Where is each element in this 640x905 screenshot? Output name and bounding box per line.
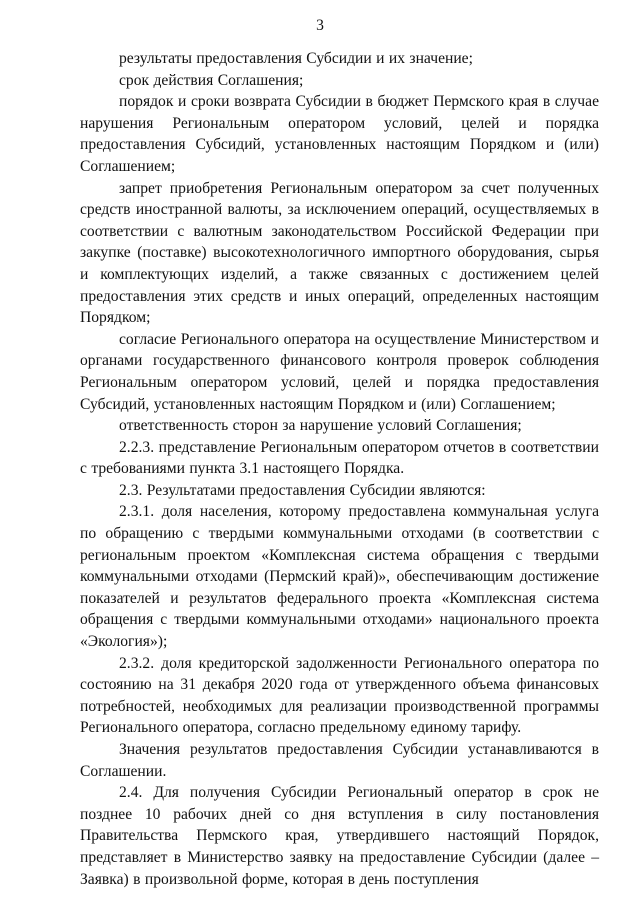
page-number: 3 (316, 17, 324, 34)
paragraph-refund-procedure: порядок и сроки возврата Субсидии в бюджет Пермского края в случае нарушения Региональным оператором условий, целей и порядка предоставления Субсидий, установленных настоящим Порядком и (или) Соглашением; (80, 93, 599, 175)
document-body (80, 48, 599, 890)
paragraph-2-2-3: 2.2.3. представление Региональным оператором отчетов в соответствии с требованиями пункта 3.1 настоящего Порядка. (80, 438, 599, 478)
paragraph-2-3: 2.3. Результатами предоставления Субсидии являются: (119, 481, 486, 499)
paragraph-2-3-2: 2.3.2. доля кредиторской задолженности Регионального оператора по состоянию на 31 декабря 2020 года от утвержденного объема финансовых потребностей, необходимых для реализации производственной программы Регионального оператора, согласно предельному единому тарифу. (80, 654, 599, 737)
paragraph-inspection-consent: согласие Регионального оператора на осуществление Министерством и органами государственного финансового контроля проверок соблюдения Региональным оператором условий, целей и порядка предоставления Субсидий, установленных настоящим Порядком и (или) Соглашением; (80, 330, 599, 413)
paragraph-results-and-values: результаты предоставления Субсидии и их значение; (119, 50, 473, 67)
paragraph-2-3-1: 2.3.1. доля населения, которому предоставлена коммунальная услуга по обращению с твердыми коммунальными отходами (в соответствии с региональным проектом «Комплексная система обращения с твердыми коммунальными отходами (Пермский край)», обеспечивающим достижение показателей и результатов федерального проекта «Комплексная система обращения с твердыми коммунальными отходами» национального проекта «Экология»); (80, 503, 599, 651)
paragraph-liability: ответственность сторон за нарушение условий Соглашения; (119, 417, 522, 435)
paragraph-2-4: 2.4. Для получения Субсидии Региональный оператор в срок не позднее 10 рабочих дней со дня вступления в силу постановления Правительства Пермского края, утвердившего настоящий Порядок, представляет в Министерство заявку на предоставление Субсидии (далее – Заявка) в произвольной форме, которая в день поступления (80, 784, 599, 888)
paragraph-agreement-term: срок действия Соглашения; (119, 71, 304, 89)
paragraph-currency-prohibition: запрет приобретения Региональным оператором за счет полученных средств иностранной валюты, за исключением операций, осуществляемых в соответствии с валютным законодательством Российской Федерации при закупке (поставке) высокотехнологичного импортного оборудования, сырья и комплектующих изделий, а также связанных с достижением целей предоставления этих средств и иных операций, определенных настоящим Порядком; (80, 179, 599, 327)
paragraph-result-values: Значения результатов предоставления Субсидии устанавливаются в Соглашении. (80, 741, 599, 780)
